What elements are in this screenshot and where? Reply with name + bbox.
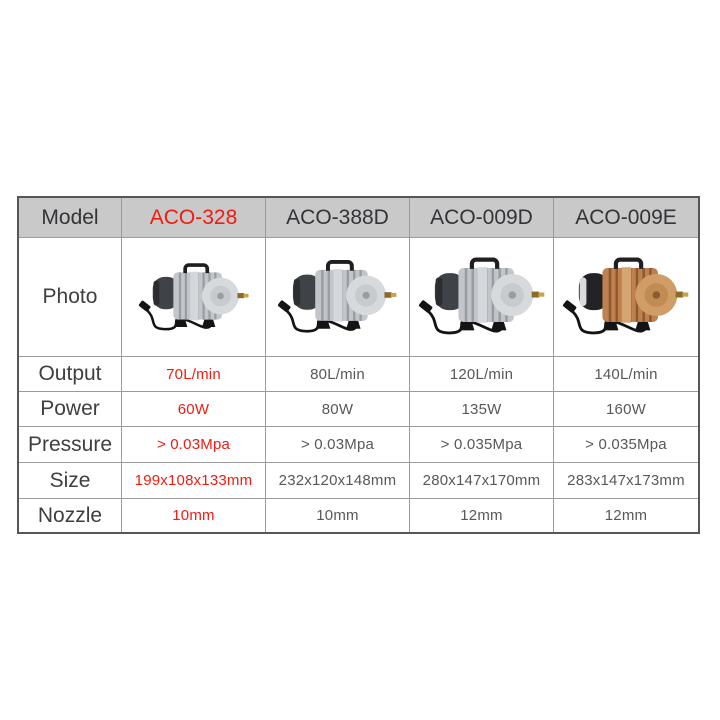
cell-output-aco-009e: 140L/min xyxy=(554,357,698,392)
cell-nozzle-aco-388d: 10mm xyxy=(266,499,410,532)
cell-pressure-aco-009d: > 0.035Mpa xyxy=(410,427,554,463)
cell-pressure-aco-388d: > 0.03Mpa xyxy=(266,427,410,463)
cell-pressure-aco-328: > 0.03Mpa xyxy=(122,427,266,463)
pump-head xyxy=(635,274,677,316)
header-model-aco-009d: ACO-009D xyxy=(410,198,554,238)
cell-power-aco-009e: 160W xyxy=(554,392,698,427)
pump-head xyxy=(202,277,239,314)
product-photo-aco-009e xyxy=(554,238,698,357)
row-label-nozzle: Nozzle xyxy=(19,499,122,532)
cell-pressure-aco-009e: > 0.035Mpa xyxy=(554,427,698,463)
cell-output-aco-328: 70L/min xyxy=(122,357,266,392)
air-nozzle xyxy=(531,292,544,298)
header-model-aco-388d: ACO-388D xyxy=(266,198,410,238)
cell-nozzle-aco-009e: 12mm xyxy=(604,507,648,524)
row-label-output: Output xyxy=(19,357,122,392)
comparison-table xyxy=(17,196,700,534)
air-nozzle xyxy=(384,292,396,298)
cell-power-aco-388d: 80W xyxy=(266,392,410,427)
cell-output-aco-009d: 120L/min xyxy=(410,357,554,392)
air-pump-illustration xyxy=(562,247,690,346)
row-label-power: Power xyxy=(19,392,122,427)
air-pump-illustration xyxy=(277,250,398,344)
cell-size-aco-009e: 283x147x173mm xyxy=(554,463,698,499)
cell-size-aco-009d: 280x147x170mm xyxy=(410,463,554,499)
product-photo-aco-009d xyxy=(410,238,554,357)
row-label-size: Size xyxy=(19,463,122,499)
cell-size-aco-328: 199x108x133mm xyxy=(122,463,266,499)
header-model-label: Model xyxy=(19,198,122,238)
header-model-aco-328: ACO-328 xyxy=(122,198,266,238)
air-pump-illustration xyxy=(138,254,250,341)
air-nozzle xyxy=(676,292,689,298)
header-model-aco-009e: ACO-009E xyxy=(554,198,698,238)
cell-nozzle-aco-009d: 12mm xyxy=(410,499,554,532)
cell-size-aco-388d: 232x120x148mm xyxy=(266,463,410,499)
air-nozzle xyxy=(237,293,248,298)
product-photo-aco-328 xyxy=(122,238,266,357)
cell-power-aco-009d: 135W xyxy=(410,392,554,427)
product-photo-aco-388d xyxy=(266,238,410,357)
cell-output-aco-388d: 80L/min xyxy=(266,357,410,392)
cell-power-aco-328: 60W xyxy=(122,392,266,427)
row-label-pressure: Pressure xyxy=(19,427,122,463)
pump-head xyxy=(491,274,533,316)
photo-row-label: Photo xyxy=(19,238,122,357)
cell-nozzle-aco-328: 10mm xyxy=(122,499,266,532)
pump-head xyxy=(346,276,386,316)
air-pump-illustration xyxy=(418,247,546,346)
